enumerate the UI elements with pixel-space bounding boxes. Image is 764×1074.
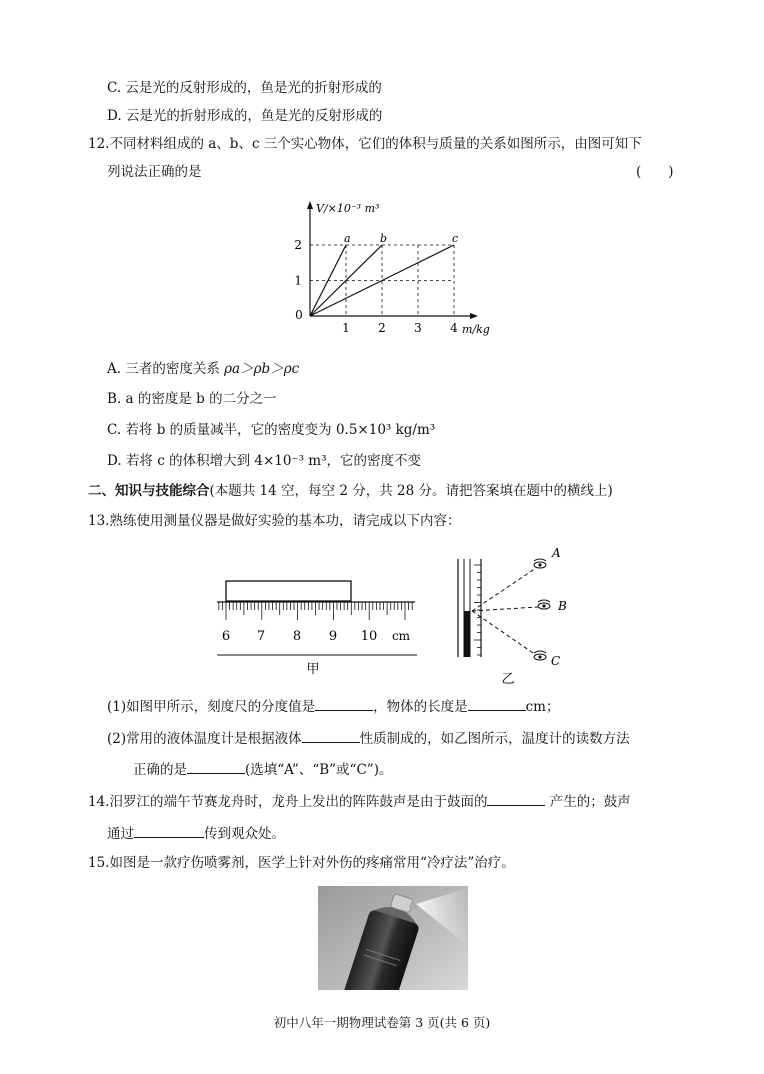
q14-text-d: 传到观众处。 [204,826,285,842]
answer-blank-length[interactable] [468,696,526,711]
q11-option-c: C. 云是光的反射形成的，鱼是光的折射形成的 [107,80,382,96]
section-2-title: 二、知识与技能综合 [88,483,210,499]
q13-part2-line1 [107,728,630,748]
q13-part2-text-d: (选填“A”、“B”或“C”)。 [245,762,393,778]
q12-stem-line1: 12.不同材料组成的 a、b、c 三个实心物体，它们的体积与质量的关系如图所示，由图可知下 [88,136,642,152]
ruler-label-9: 9 [328,629,338,644]
q13-part1-text-a: (1)如图甲所示，刻度尺的分度值是 [107,699,316,715]
q14-line2 [107,823,285,843]
q13-part1 [107,696,560,716]
y-tick-label: 1 [294,273,302,288]
y-axis-arrow-icon [307,201,313,209]
y-tick-label: 2 [294,238,302,252]
x-tick-label: 4 [450,321,458,335]
eye-icon [538,600,550,609]
q14-text-c: 通过 [107,826,134,842]
q15-stem: 15.如图是一款疗伤喷雾剂，医学上针对外伤的疼痛常用“冷疗法”治疗。 [88,855,515,871]
sight-line-a [472,568,536,611]
figure-label-yi: 乙 [501,672,515,685]
section-2-note: (本题共 14 空，每空 2 分，共 28 分。请把答案填在题中的横线上) [209,483,613,499]
q13-stem: 13.熟练使用测量仪器是做好实验的基本功，请完成以下内容： [88,513,461,529]
series-label-a: a [344,232,351,245]
page-footer: 初中八年一期物理试卷第 3 页(共 6 页) [273,1015,491,1030]
ruler-figure [215,575,420,675]
eye-icon [534,651,546,660]
q13-part1-text-b: ，物体的长度是 [373,699,468,715]
origin-label: 0 [295,308,303,322]
x-tick-label: 1 [342,321,350,335]
ruler-label-10: 10 [360,629,378,644]
y-axis-label: V/×10⁻³ m³ [316,202,380,215]
q13-part2-text-c: 正确的是 [133,762,187,778]
thermometer-figure [448,545,588,685]
eye-label-c: C [551,654,561,668]
x-tick-label: 2 [378,321,386,335]
answer-blank-property[interactable] [302,728,360,743]
q13-part2-text-b: 性质制成的，如乙图所示，温度计的读数方法 [359,731,630,747]
x-axis-label: m/kg [462,323,490,336]
answer-blank-reading[interactable] [187,759,245,774]
measured-object [226,581,351,601]
q14-text-b: 产生的；鼓声 [545,794,631,810]
eye-icon [534,559,546,568]
ruler-unit: cm [391,629,411,643]
q13-part2-line2 [133,759,392,779]
series-label-b: b [380,232,388,245]
section-2-heading [88,482,613,500]
q14-line1 [88,791,631,811]
ruler-label-8: 8 [292,629,302,644]
q11-option-d: D. 云是光的折射形成的，鱼是光的反射形成的 [107,108,383,124]
q12-option-a [107,360,299,378]
figure-label-jia: 甲 [306,662,320,675]
q13-part1-unit: cm； [525,699,560,715]
answer-blank-vibration[interactable] [487,791,545,806]
x-axis-arrow-icon [470,313,478,319]
q12-option-b: B. a 的密度是 b 的二分之一 [107,391,277,407]
sight-line-c [472,611,536,655]
x-tick-label: 3 [414,321,422,335]
spray-can-image [318,886,468,990]
q12-option-c: C. 若将 b 的质量减半，它的密度变为 0.5×10³ kg/m³ [107,422,436,438]
q14-text-a: 14.汨罗江的端午节赛龙舟时，龙舟上发出的阵阵鼓声是由于鼓面的 [88,794,488,810]
q13-part2-text-a: (2)常用的液体温度计是根据液体 [107,731,302,747]
q12-stem-line2: 列说法正确的是 [107,164,202,180]
ruler-label-7: 7 [256,629,266,644]
q12-option-a-text: A. 三者的密度关系 [107,361,225,377]
density-relation: ρa＞ρb＞ρc [224,361,300,377]
answer-blank-division[interactable] [315,696,373,711]
volume-mass-chart [290,195,510,345]
liquid-column [464,611,470,657]
answer-blank-medium[interactable] [134,823,204,838]
sight-line-b [472,607,538,611]
ruler-label-6: 6 [221,629,231,644]
series-label-c: c [452,232,459,245]
eye-label-b: B [558,599,567,613]
eye-label-a: A [552,546,561,560]
answer-bracket: ( ) [636,164,674,180]
q12-option-d: D. 若将 c 的体积增大到 4×10⁻³ m³，它的密度不变 [107,453,421,469]
